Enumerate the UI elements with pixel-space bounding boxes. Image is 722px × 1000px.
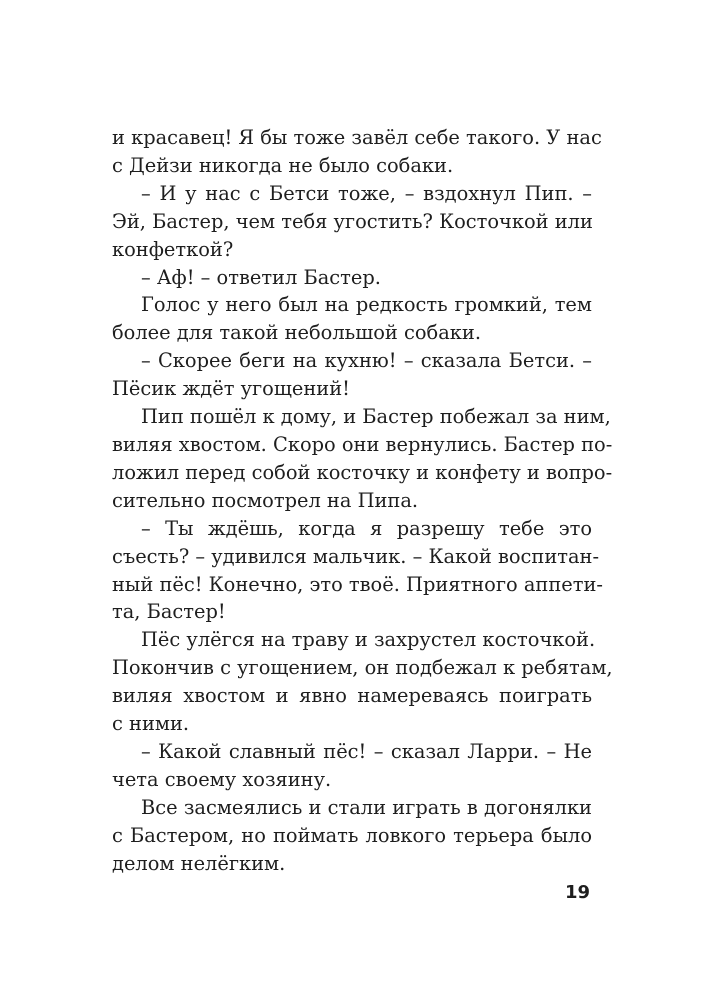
text-line: конфеткой? xyxy=(112,237,234,261)
text-line: – Ты ждёшь, когда я разрешу тебе это xyxy=(141,516,592,540)
text-line: с ними. xyxy=(112,712,190,736)
page-number: 19 xyxy=(564,882,590,903)
body-text xyxy=(112,124,613,877)
text-line: – Скорее беги на кухню! – сказала Бетси. – xyxy=(141,349,592,373)
text-line: – Аф! – ответил Бастер. xyxy=(141,265,381,289)
text-line: и красавец! Я бы тоже завёл себе такого. У нас xyxy=(112,126,602,149)
text-line: ложил перед собой косточку и конфету и вопро- xyxy=(112,460,613,484)
text-line: с Дейзи никогда не было собаки. xyxy=(112,153,454,177)
text-line: Пёсик ждёт угощений! xyxy=(112,377,350,401)
text-line: – И у нас с Бетси тоже, – вздохнул Пип. – xyxy=(141,181,592,205)
text-line: Голос у него был на редкость громкий, тем xyxy=(141,293,592,317)
text-line: сительно посмотрел на Пипа. xyxy=(112,488,419,512)
text-line: Пип пошёл к дому, и Бастер побежал за ним, xyxy=(141,405,611,429)
text-line: Эй, Бастер, чем тебя угостить? Косточкой или xyxy=(112,209,593,233)
text-line: виляя хвостом и явно намереваясь поиграть xyxy=(112,684,592,708)
text-line: чета своему хозяину. xyxy=(112,767,332,791)
text-line: – Какой славный пёс! – сказал Ларри. – Не xyxy=(141,739,592,763)
text-line: Покончив с угощением, он подбежал к ребятам, xyxy=(112,656,613,680)
text-line: съесть? – удивился мальчик. – Какой воспитан- xyxy=(112,544,600,568)
text-line: Пёс улёгся на траву и захрустел косточкой. xyxy=(141,628,596,652)
text-line: ный пёс! Конечно, это твоё. Приятного аппети- xyxy=(112,572,603,596)
text-line: более для такой небольшой собаки. xyxy=(112,321,481,345)
text-line: виляя хвостом. Скоро они вернулись. Бастер по- xyxy=(112,432,613,456)
text-line: с Бастером, но поймать ловкого терьера было xyxy=(112,823,592,847)
text-line: делом нелёгким. xyxy=(112,851,286,875)
text-line: та, Бастер! xyxy=(112,600,226,624)
text-line: Все засмеялись и стали играть в догонялки xyxy=(141,795,592,819)
